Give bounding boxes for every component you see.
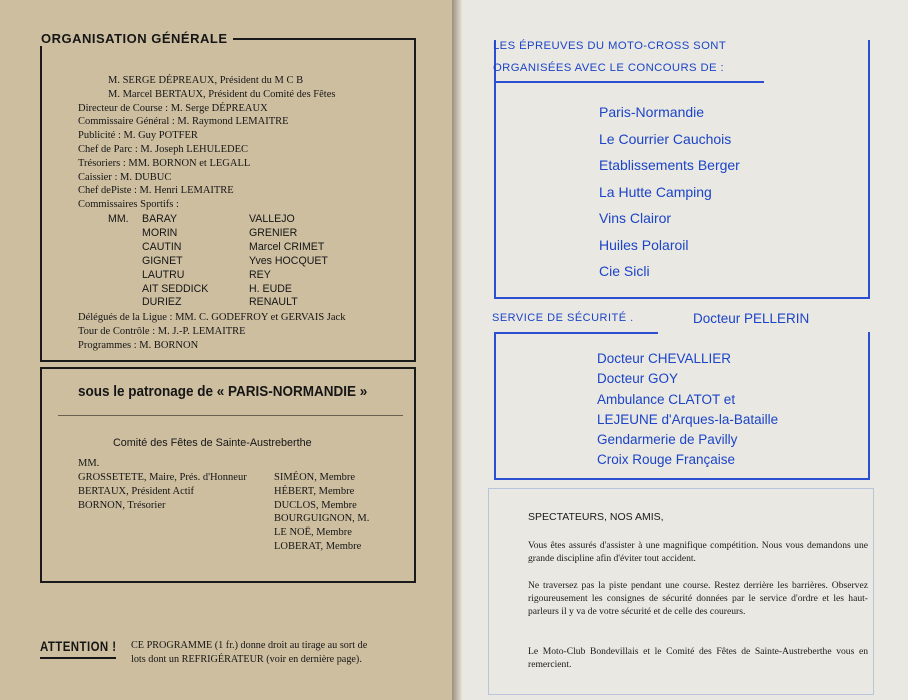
sponsors-list <box>599 99 740 285</box>
official-line: M. SERGE DÉPREAUX, Président du M C B <box>108 75 304 86</box>
comite-member: LE NOË, Membre <box>274 527 352 539</box>
security-label: SERVICE DE SÉCURITÉ . <box>492 312 634 324</box>
official-line: Trésoriers : MM. BORNON et LEGALL <box>78 157 251 169</box>
officials-list <box>78 74 408 212</box>
sponsors-heading <box>493 35 726 79</box>
commissaire-name: AIT SEDDICK <box>142 282 209 295</box>
delegate-line: Tour de Contrôle : M. J.-P. LEMAITRE <box>78 325 246 337</box>
comite-member: LOBERAT, Membre <box>274 540 362 552</box>
official-line: Chef dePiste : M. Henri LEMAITRE <box>78 185 234 197</box>
official-line: Chef de Parc : M. Joseph LEHULEDEC <box>78 143 249 155</box>
divider <box>58 415 403 416</box>
commissaire-name: REY <box>249 268 271 281</box>
official-line: Caissier : M. DUBUC <box>78 171 172 183</box>
sponsor-item: Huiles Polaroil <box>599 236 689 253</box>
comite-member: BOURGUIGNON, M. <box>274 513 370 525</box>
commissaires-col2 <box>249 213 328 310</box>
comite-title: Comité des Fêtes de Sainte-Austreberthe <box>113 437 312 449</box>
commissaire-name: RENAULT <box>249 296 298 309</box>
security-item: Docteur GOY <box>597 371 679 387</box>
comite-member: HÉBERT, Membre <box>274 485 355 497</box>
security-item: Ambulance CLATOT et <box>597 391 736 407</box>
organisation-title: ORGANISATION GÉNÉRALE <box>36 31 233 46</box>
sponsor-item: Cie Sicli <box>599 263 650 279</box>
sponsors-frame-top <box>494 81 764 83</box>
official-line: Commissaire Général : M. Raymond LEMAITRE <box>78 116 289 128</box>
sponsor-item: Le Courrier Cauchois <box>599 130 732 147</box>
delegates-list <box>78 311 408 352</box>
notice-para-3: Le Moto-Club Bondevillais et le Comité des Fêtes de Sainte-Austreberthe vous en remercient. <box>528 646 868 671</box>
binding-gutter <box>452 0 462 700</box>
official-line: Commissaires Sportifs : <box>78 199 179 211</box>
notice-para-2: Ne traversez pas la piste pendant une course. Restez derrière les barrières. Observez rigoureusement les consignes de sécurité données par le service d'ordre et les haut-parleurs il y va de votre sécurité et de celle des coureurs. <box>528 580 868 618</box>
commissaires-prefix: MM. <box>108 213 129 225</box>
attention-text <box>131 639 367 667</box>
commissaire-name: H. EUDE <box>249 282 292 295</box>
comite-member: DUCLOS, Membre <box>274 499 357 511</box>
right-page <box>462 0 908 700</box>
sponsor-item: La Hutte Camping <box>599 183 712 200</box>
official-line: Directeur de Course : M. Serge DÉPREAUX <box>78 102 268 114</box>
attention-label: ATTENTION ! <box>40 639 117 654</box>
attention-line: CE PROGRAMME (1 fr.) donne droit au tirage au sort de <box>131 640 368 651</box>
commissaire-name: Marcel CRIMET <box>249 240 325 253</box>
sponsors-frame-right <box>868 40 870 299</box>
sponsor-item: Etablissements Berger <box>599 157 740 173</box>
heading-line: LES ÉPREUVES DU MOTO-CROSS SONT <box>493 40 727 52</box>
security-frame-top <box>494 332 658 334</box>
official-line: M. Marcel BERTAUX, Président du Comité des Fêtes <box>108 88 336 100</box>
commissaire-name: MORIN <box>142 226 178 239</box>
comite-prefix: MM. <box>78 458 100 469</box>
sponsor-item: Paris-Normandie <box>599 104 705 120</box>
commissaire-name: LAUTRU <box>142 268 185 281</box>
delegate-line: Programmes : M. BORNON <box>78 339 199 351</box>
comite-member: GROSSETETE, Maire, Prés. d'Honneur <box>78 472 247 483</box>
spectators-title: SPECTATEURS, NOS AMIS, <box>528 511 664 523</box>
security-item: LEJEUNE d'Arques-la-Bataille <box>597 411 779 427</box>
attention-line: lots dont un REFRIGÉRATEUR (voir en dernière page). <box>131 654 362 665</box>
commissaire-name: Yves HOCQUET <box>249 254 328 267</box>
notice-para-1: Vous êtes assurés d'assister à une magnifique compétition. Nous vous demandons une grande discipline afin d'éviter tout accident. <box>528 540 868 565</box>
comite-member: SIMÉON, Membre <box>274 472 356 483</box>
commissaire-name: BARAY <box>142 213 178 225</box>
commissaire-name: CAUTIN <box>142 240 182 253</box>
security-head: Docteur PELLERIN <box>693 311 810 326</box>
commissaire-name: GIGNET <box>142 254 183 267</box>
security-item: Croix Rouge Française <box>597 452 736 468</box>
security-item: Gendarmerie de Pavilly <box>597 432 738 448</box>
commissaire-name: GRENIER <box>249 226 298 239</box>
delegate-line: Délégués de la Ligue : MM. C. GODEFROY et GERVAIS Jack <box>78 312 346 323</box>
patronage-text: sous le patronage de « PARIS-NORMANDIE » <box>78 383 368 400</box>
commissaire-name: DURIEZ <box>142 296 182 309</box>
security-list <box>597 349 778 471</box>
commissaires-col1 <box>142 213 208 310</box>
official-line: Publicité : M. Guy POTFER <box>78 130 198 142</box>
left-page <box>0 0 452 700</box>
security-item: Docteur CHEVALLIER <box>597 351 732 366</box>
attention-underline <box>40 657 116 659</box>
comite-col1 <box>78 471 247 512</box>
sponsor-item: Vins Clairor <box>599 210 672 226</box>
heading-line: ORGANISÉES AVEC LE CONCOURS DE : <box>493 62 725 74</box>
comite-col2 <box>274 471 369 554</box>
commissaire-name: VALLEJO <box>249 213 295 225</box>
comite-member: BERTAUX, Président Actif <box>78 485 195 497</box>
comite-member: BORNON, Trésorier <box>78 499 166 511</box>
